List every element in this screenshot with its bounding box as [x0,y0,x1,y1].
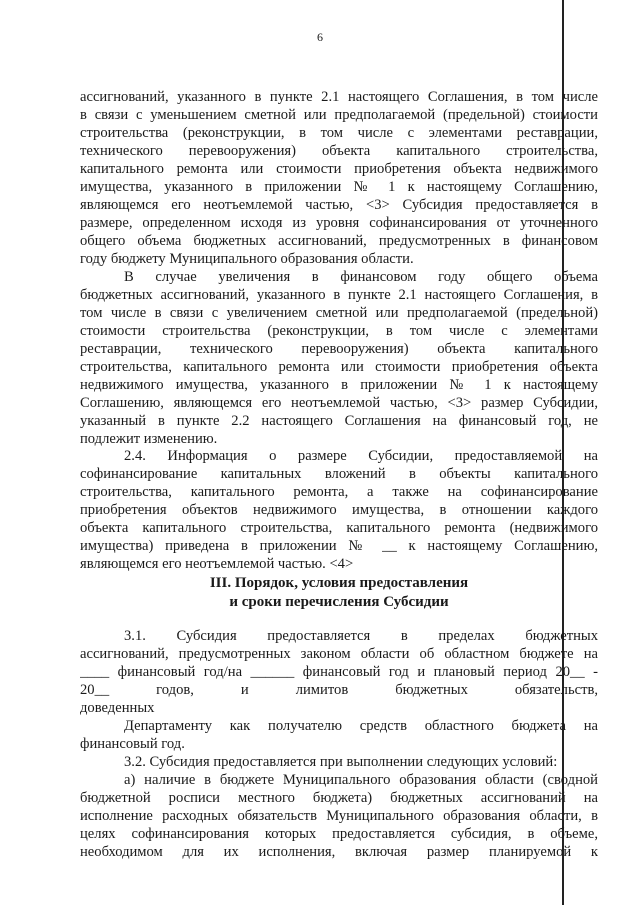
text-line: размере, определенном исходя из уровня софинансирования от уточненного [80,215,598,231]
text-line: году бюджету Муниципального образования области. [80,251,414,267]
text-line: реставрации, технического перевооружения) объекта капитального [80,341,598,357]
text-line: имущества) приведена в приложении № __ к настоящему Соглашению, [80,538,598,554]
text-line: приобретения объектов недвижимого имущества, в отношении каждого [80,502,598,518]
text-line: 3.1. Субсидия предоставляется в пределах бюджетных [124,628,598,644]
text-line: ____ финансовый год/на ______ финансовый год и плановый период 20__ - [80,664,598,680]
text-line: стоимости строительства (реконструкции, в том числе с элементами [80,323,598,339]
text-line: указанный в пункте 2.2 настоящего Соглашения на финансовый год, не [80,413,598,429]
text-line: строительства, капитального ремонта или стоимости приобретения объекта [80,359,598,375]
text-line: 3.2. Субсидия предоставляется при выполнении следующих условий: [124,754,558,770]
paragraph-3-1-3-2 [80,627,598,861]
text-line: софинансирование капитальных вложений в объекты капитального [80,466,598,482]
text-line: ассигнований, предусмотренных законом области об областном бюджете на [80,646,598,662]
section-heading [80,574,598,612]
text-line: общего объема бюджетных ассигнований, предусмотренных в финансовом [80,233,598,249]
section-heading-line: и сроки перечисления Субсидии [229,594,449,610]
text-line: Соглашению, являющемся его неотъемлемой частью, <3> размер Субсидии, [80,395,598,411]
text-line: объекта капитального строительства, капитального ремонта (недвижимого [80,520,598,536]
text-line: 20__ годов, и лимитов бюджетных обязательств, [80,682,598,698]
text-line: бюджетной росписи местного бюджета) бюджетных ассигнований на [80,790,598,806]
text-line: недвижимого имущества, указанного в приложении № 1 к настоящему [80,377,598,393]
text-line: строительства (реконструкции, в том числе с элементами реставрации, [80,125,598,141]
text-line: Департаменту как получателю средств областного бюджета на [124,718,598,734]
text-line: в связи с уменьшением сметной или предполагаемой (предельной) стоимости [80,107,598,123]
text-line: том числе в связи с увеличением сметной или предполагаемой (предельной) [80,305,598,321]
text-line: целях софинансирования которых предоставляется субсидия, в объеме, [80,826,598,842]
text-line: строительства, капитального ремонта, а также на софинансирование [80,484,598,500]
text-line: исполнение расходных обязательств Муниципального образования области, в [80,808,598,824]
paragraph-2-3-continuation [80,88,598,268]
text-line: а) наличие в бюджете Муниципального образования области (сводной [124,772,598,788]
text-line: являющемся его неотъемлемой частью, <3> Субсидия предоставляется в [80,197,598,213]
text-line: финансовый год. [80,736,185,752]
text-line: 2.4. Информация о размере Субсидии, предоставляемой на [124,448,598,464]
text-line: технического перевооружения) объекта капитального строительства, [80,143,598,159]
text-line: подлежит изменению. [80,431,218,447]
paragraph-increase-case [80,268,598,448]
text-line: капитального ремонта или стоимости приобретения объекта недвижимого [80,161,598,177]
text-line: В случае увеличения в финансовом году общего объема [124,269,598,285]
text-line: являющемся его неотъемлемой частью. <4> [80,556,354,572]
paragraph-2-4 [80,447,598,573]
text-line: доведенных [80,700,155,716]
text-line: необходимом для их исполнения, включая размер планируемой к [80,844,598,860]
page-number: 6 [317,30,323,44]
text-line: ассигнований, указанного в пункте 2.1 настоящего Соглашения, в том числе [80,89,598,105]
text-line: имущества, указанного в приложении № 1 к настоящему Соглашению, [80,179,598,195]
section-heading-line: III. Порядок, условия предоставления [209,575,469,591]
text-line: бюджетных ассигнований, указанного в пункте 2.1 настоящего Соглашения, в [80,287,598,303]
